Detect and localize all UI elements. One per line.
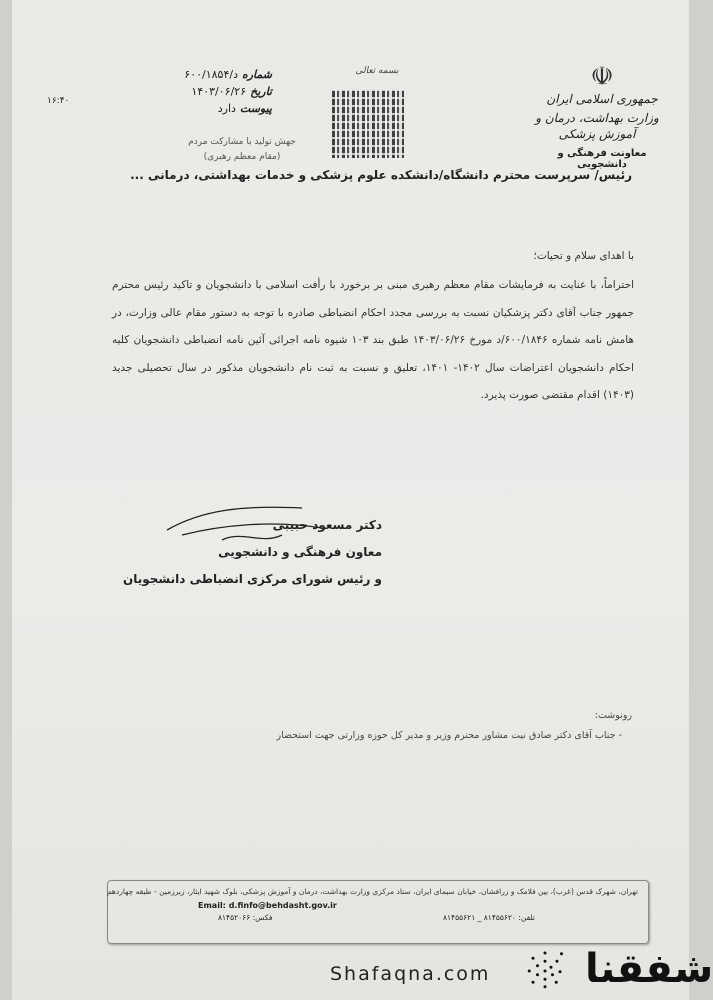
- signature-block: [122, 512, 382, 593]
- footer-fax: [218, 913, 272, 922]
- ministry-name: وزارت بهداشت، درمان و آموزش پزشکی: [535, 111, 659, 141]
- republic-name: جمهوری اسلامی ایران: [546, 92, 658, 106]
- tel-number: ۸۱۴۵۵۶۲۰ _ ۸۱۴۵۵۶۲۱: [443, 913, 516, 922]
- watermark-logo: شفقنا: [585, 946, 713, 992]
- tel-label: تلفن:: [518, 913, 535, 922]
- signatory-title: معاون فرهنگی و دانشجویی: [218, 545, 382, 559]
- letter-subject: رئیس/ سرپرست محترم دانشگاه/دانشکده علوم پزشکی و خدمات بهداشتی، درمانی ...: [130, 168, 632, 182]
- fax-label: فکس:: [252, 913, 273, 922]
- footer-address: تهران، شهرک قدس (غرب)، بین فلامک و زرافشان، خیابان سیمای ایران، ستاد مرکزی وزارت بهداشت، درمان و آموزش پزشکی، بلوک شهید ایثار، زیرزمین - طبقه چهاردهم: [106, 887, 638, 896]
- cc-label: رونوشت:: [594, 710, 632, 721]
- footer-tel: [443, 913, 535, 922]
- letter-meta: [112, 66, 272, 117]
- body-paragraph: احتراماً، با عنایت به فرمایشات مقام معظم رهبری مبنی بر برخورد با رأفت اسلامی با دانشجویان و تاکید رئیس محترم جمهور جناب آقای دکتر پزشکیان نسبت به بررسی مجدد احکام انضباطی صادره با توجه به دستور مقام عالی وزارت، در هامش نامه شماره ۶۰۰/۱۸۴۶/د مورخ ۱۴۰۳/۰۶/۲۶ طبق بند ۱۰۳ شیوه نامه اجرائی آئین نامه انضباطی دانشجویان کلیه احکام دانشجویان اعتراضات سال ۱۴۰۲- ۱۴۰۱، تعلیق و نسبت به ثبت نام دانشجویان مذکور در سال تحصیلی جدید (۱۴۰۳) اقدام مقتضی صورت پذیرد.: [112, 279, 634, 401]
- deputy-name: معاونت فرهنگی و دانشجویی: [557, 148, 647, 170]
- letter-number: د/۶۰۰/۱۸۵۴: [184, 68, 238, 81]
- slogan-source: (مقام معظم رهبری): [203, 152, 281, 162]
- iran-emblem-icon: ☫: [590, 62, 614, 92]
- slogan: [172, 135, 312, 165]
- signatory-title-2: و رئیس شورای مرکزی انضباطی دانشجویان: [122, 572, 382, 586]
- letter-date: ۱۴۰۳/۰۶/۲۶: [191, 85, 247, 98]
- slogan-text: جهش تولید با مشارکت مردم: [188, 137, 296, 147]
- letter-page: [12, 0, 689, 1000]
- letter-body: [112, 272, 634, 410]
- cc-item: - جناب آقای دکتر صادق نیت مشاور محترم وزیر و مدیر کل حوزه وزارتی جهت استحضار: [276, 730, 622, 741]
- attachment-value: دارد: [217, 102, 236, 115]
- letter-footer: [107, 880, 649, 944]
- email-link[interactable]: d.finfo@behdasht.gov.ir: [228, 901, 337, 910]
- number-label: شماره: [241, 68, 272, 81]
- bismillah: بسمه تعالی: [355, 66, 399, 76]
- signatory-name: دکتر مسعود حبیبی: [272, 518, 382, 532]
- email-label: Email:: [198, 901, 226, 910]
- watermark-spiral-icon: [515, 944, 575, 998]
- qr-code: [332, 90, 404, 158]
- date-label: تاریخ: [250, 85, 272, 98]
- fax-number: ۸۱۴۵۲۰۶۶: [218, 913, 251, 922]
- footer-email: [198, 901, 337, 910]
- attachment-label: پیوست: [239, 102, 272, 115]
- watermark-site: Shafaqna.com: [330, 963, 491, 985]
- greeting: با اهدای سلام و تحیات؛: [533, 250, 634, 262]
- side-number: ۱۶:۴۰: [47, 96, 70, 106]
